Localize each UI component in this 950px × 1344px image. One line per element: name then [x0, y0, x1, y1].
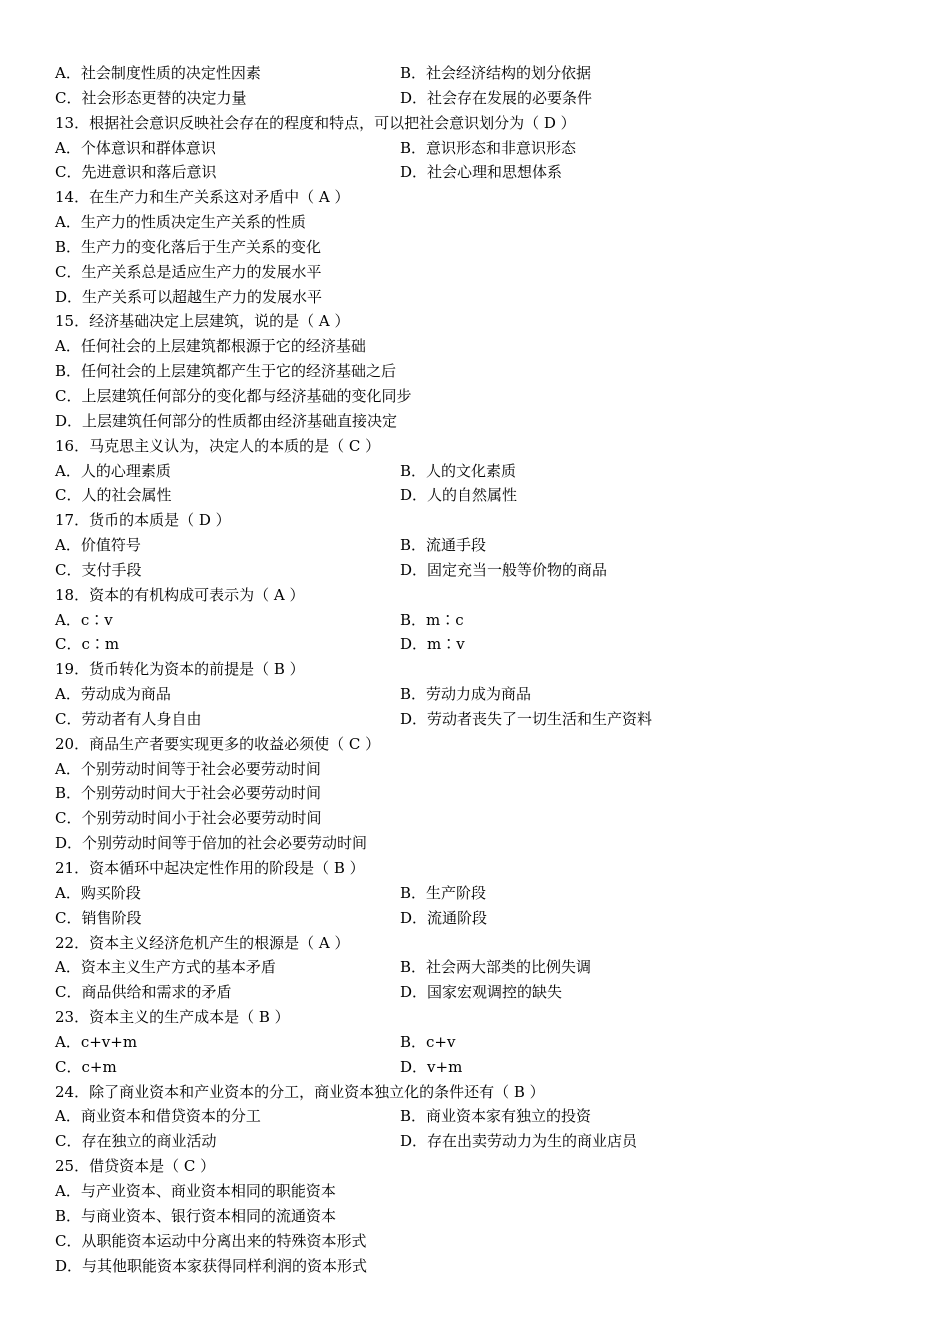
- option-row: [55, 61, 915, 86]
- option-row: [55, 980, 915, 1005]
- option-right: D．社会心理和思想体系: [400, 163, 563, 182]
- option-right: B．流通手段: [400, 536, 487, 555]
- exam-page: [55, 61, 915, 1278]
- question-stem: 24．除了商业资本和产业资本的分工，商业资本独立化的条件还有（ B ）: [55, 1082, 545, 1101]
- option-line: A．个别劳动时间等于社会必要劳动时间: [55, 759, 321, 778]
- option-left: A．c+v+m: [55, 1032, 138, 1051]
- option-right: D．流通阶段: [400, 908, 488, 927]
- option-a: A．社会制度性质的决定性因素: [55, 64, 261, 82]
- question-stem: 22．资本主义经济危机产生的根源是（ A ）: [55, 933, 350, 952]
- option-line: C．生产关系总是适应生产力的发展水平: [55, 262, 322, 281]
- option-line: B．个别劳动时间大于社会必要劳动时间: [55, 784, 322, 803]
- option-line: B．任何社会的上层建筑都产生于它的经济基础之后: [55, 362, 397, 381]
- option-line: B．生产力的变化落后于生产关系的变化: [55, 237, 322, 256]
- option-line: D．与其他职能资本家获得同样利润的资本形式: [55, 1256, 368, 1275]
- option-line: A．与产业资本、商业资本相同的职能资本: [55, 1181, 336, 1200]
- option-line: C．个别劳动时间小于社会必要劳动时间: [55, 809, 322, 828]
- option-line: C．上层建筑任何部分的变化都与经济基础的变化同步: [55, 386, 412, 405]
- option-right: B．社会两大部类的比例失调: [400, 958, 592, 977]
- option-left: C．人的社会属性: [55, 486, 172, 505]
- option-left: A．个体意识和群体意识: [55, 138, 216, 157]
- option-right: D．存在出卖劳动力为生的商业店员: [400, 1132, 638, 1151]
- option-right: D．固定充当一般等价物的商品: [400, 560, 608, 579]
- option-left: C．c+m: [55, 1057, 117, 1076]
- option-left: A．人的心理素质: [55, 461, 171, 480]
- option-left: C．支付手段: [55, 560, 142, 579]
- option-right: B．意识形态和非意识形态: [400, 138, 577, 157]
- option-left: A．购买阶段: [55, 883, 141, 902]
- option-right: D．m∶v: [400, 635, 465, 654]
- option-left: A．商业资本和借贷资本的分工: [55, 1107, 261, 1126]
- option-row: [55, 906, 915, 931]
- option-row: [55, 608, 915, 633]
- question-stem: 21．资本循环中起决定性作用的阶段是（ B ）: [55, 859, 365, 877]
- question-stem: 19．货币转化为资本的前提是（ B ）: [55, 660, 305, 679]
- option-row: [55, 1129, 915, 1154]
- option-right: B．人的文化素质: [400, 461, 517, 480]
- option-row: [55, 160, 915, 185]
- option-row: [55, 459, 915, 484]
- option-left: A．价值符号: [55, 536, 141, 555]
- option-row: [55, 483, 915, 508]
- option-left: C．c∶m: [55, 635, 120, 654]
- option-row: [55, 1104, 915, 1129]
- option-row: [55, 707, 915, 732]
- option-c: C．社会形态更替的决定力量: [55, 88, 247, 107]
- option-line: D．上层建筑任何部分的性质都由经济基础直接决定: [55, 411, 398, 430]
- option-row: [55, 136, 915, 161]
- option-right: B．c+v: [400, 1032, 456, 1051]
- option-line: B．与商业资本、银行资本相同的流通资本: [55, 1206, 337, 1225]
- option-row: [55, 533, 915, 558]
- option-right: B．生产阶段: [400, 883, 487, 902]
- option-right: B．商业资本家有独立的投资: [400, 1107, 592, 1126]
- option-right: B．劳动力成为商品: [400, 685, 532, 704]
- option-row: [55, 558, 915, 583]
- question-stem: 16．马克思主义认为，决定人的本质的是（ C ）: [55, 436, 381, 455]
- question-stem: 14．在生产力和生产关系这对矛盾中（ A ）: [55, 188, 350, 207]
- option-line: A．生产力的性质决定生产关系的性质: [55, 213, 306, 232]
- option-right: B．m∶c: [400, 610, 464, 629]
- option-row: [55, 632, 915, 657]
- option-row: [55, 86, 915, 111]
- option-left: C．存在独立的商业活动: [55, 1132, 217, 1151]
- option-line: D．生产关系可以超越生产力的发展水平: [55, 287, 323, 306]
- option-left: A．劳动成为商品: [55, 685, 171, 704]
- option-left: C．销售阶段: [55, 908, 142, 927]
- question-stem: 23．资本主义的生产成本是（ B ）: [55, 1008, 290, 1027]
- option-d: D．社会存在发展的必要条件: [400, 88, 593, 107]
- option-left: A．资本主义生产方式的基本矛盾: [55, 958, 276, 977]
- question-stem: 18．资本的有机构成可表示为（ A ）: [55, 585, 305, 604]
- option-b: B．社会经济结构的划分依据: [400, 64, 592, 82]
- option-left: A．c∶v: [55, 610, 113, 629]
- option-row: [55, 682, 915, 707]
- option-line: D．个别劳动时间等于倍加的社会必要劳动时间: [55, 834, 368, 853]
- option-row: [55, 1030, 915, 1055]
- option-line: A．任何社会的上层建筑都根源于它的经济基础: [55, 337, 366, 356]
- option-row: [55, 881, 915, 906]
- option-right: D．劳动者丧失了一切生活和生产资料: [400, 709, 653, 728]
- option-right: D．国家宏观调控的缺失: [400, 983, 563, 1002]
- option-left: C．先进意识和落后意识: [55, 163, 217, 182]
- option-right: D．v+m: [400, 1057, 463, 1076]
- option-row: [55, 1055, 915, 1080]
- option-left: C．商品供给和需求的矛盾: [55, 983, 232, 1002]
- option-right: D．人的自然属性: [400, 486, 518, 505]
- question-stem: 20．商品生产者要实现更多的收益必须使（ C ）: [55, 734, 381, 753]
- option-line: C．从职能资本运动中分离出来的特殊资本形式: [55, 1231, 367, 1250]
- question-stem: 25．借贷资本是（ C ）: [55, 1157, 216, 1176]
- option-left: C．劳动者有人身自由: [55, 709, 202, 728]
- option-row: [55, 955, 915, 980]
- question-stem: 13．根据社会意识反映社会存在的程度和特点，可以把社会意识划分为（ D ）: [55, 113, 576, 132]
- question-stem: 15．经济基础决定上层建筑，说的是（ A ）: [55, 312, 350, 331]
- question-stem: 17．货币的本质是（ D ）: [55, 511, 231, 530]
